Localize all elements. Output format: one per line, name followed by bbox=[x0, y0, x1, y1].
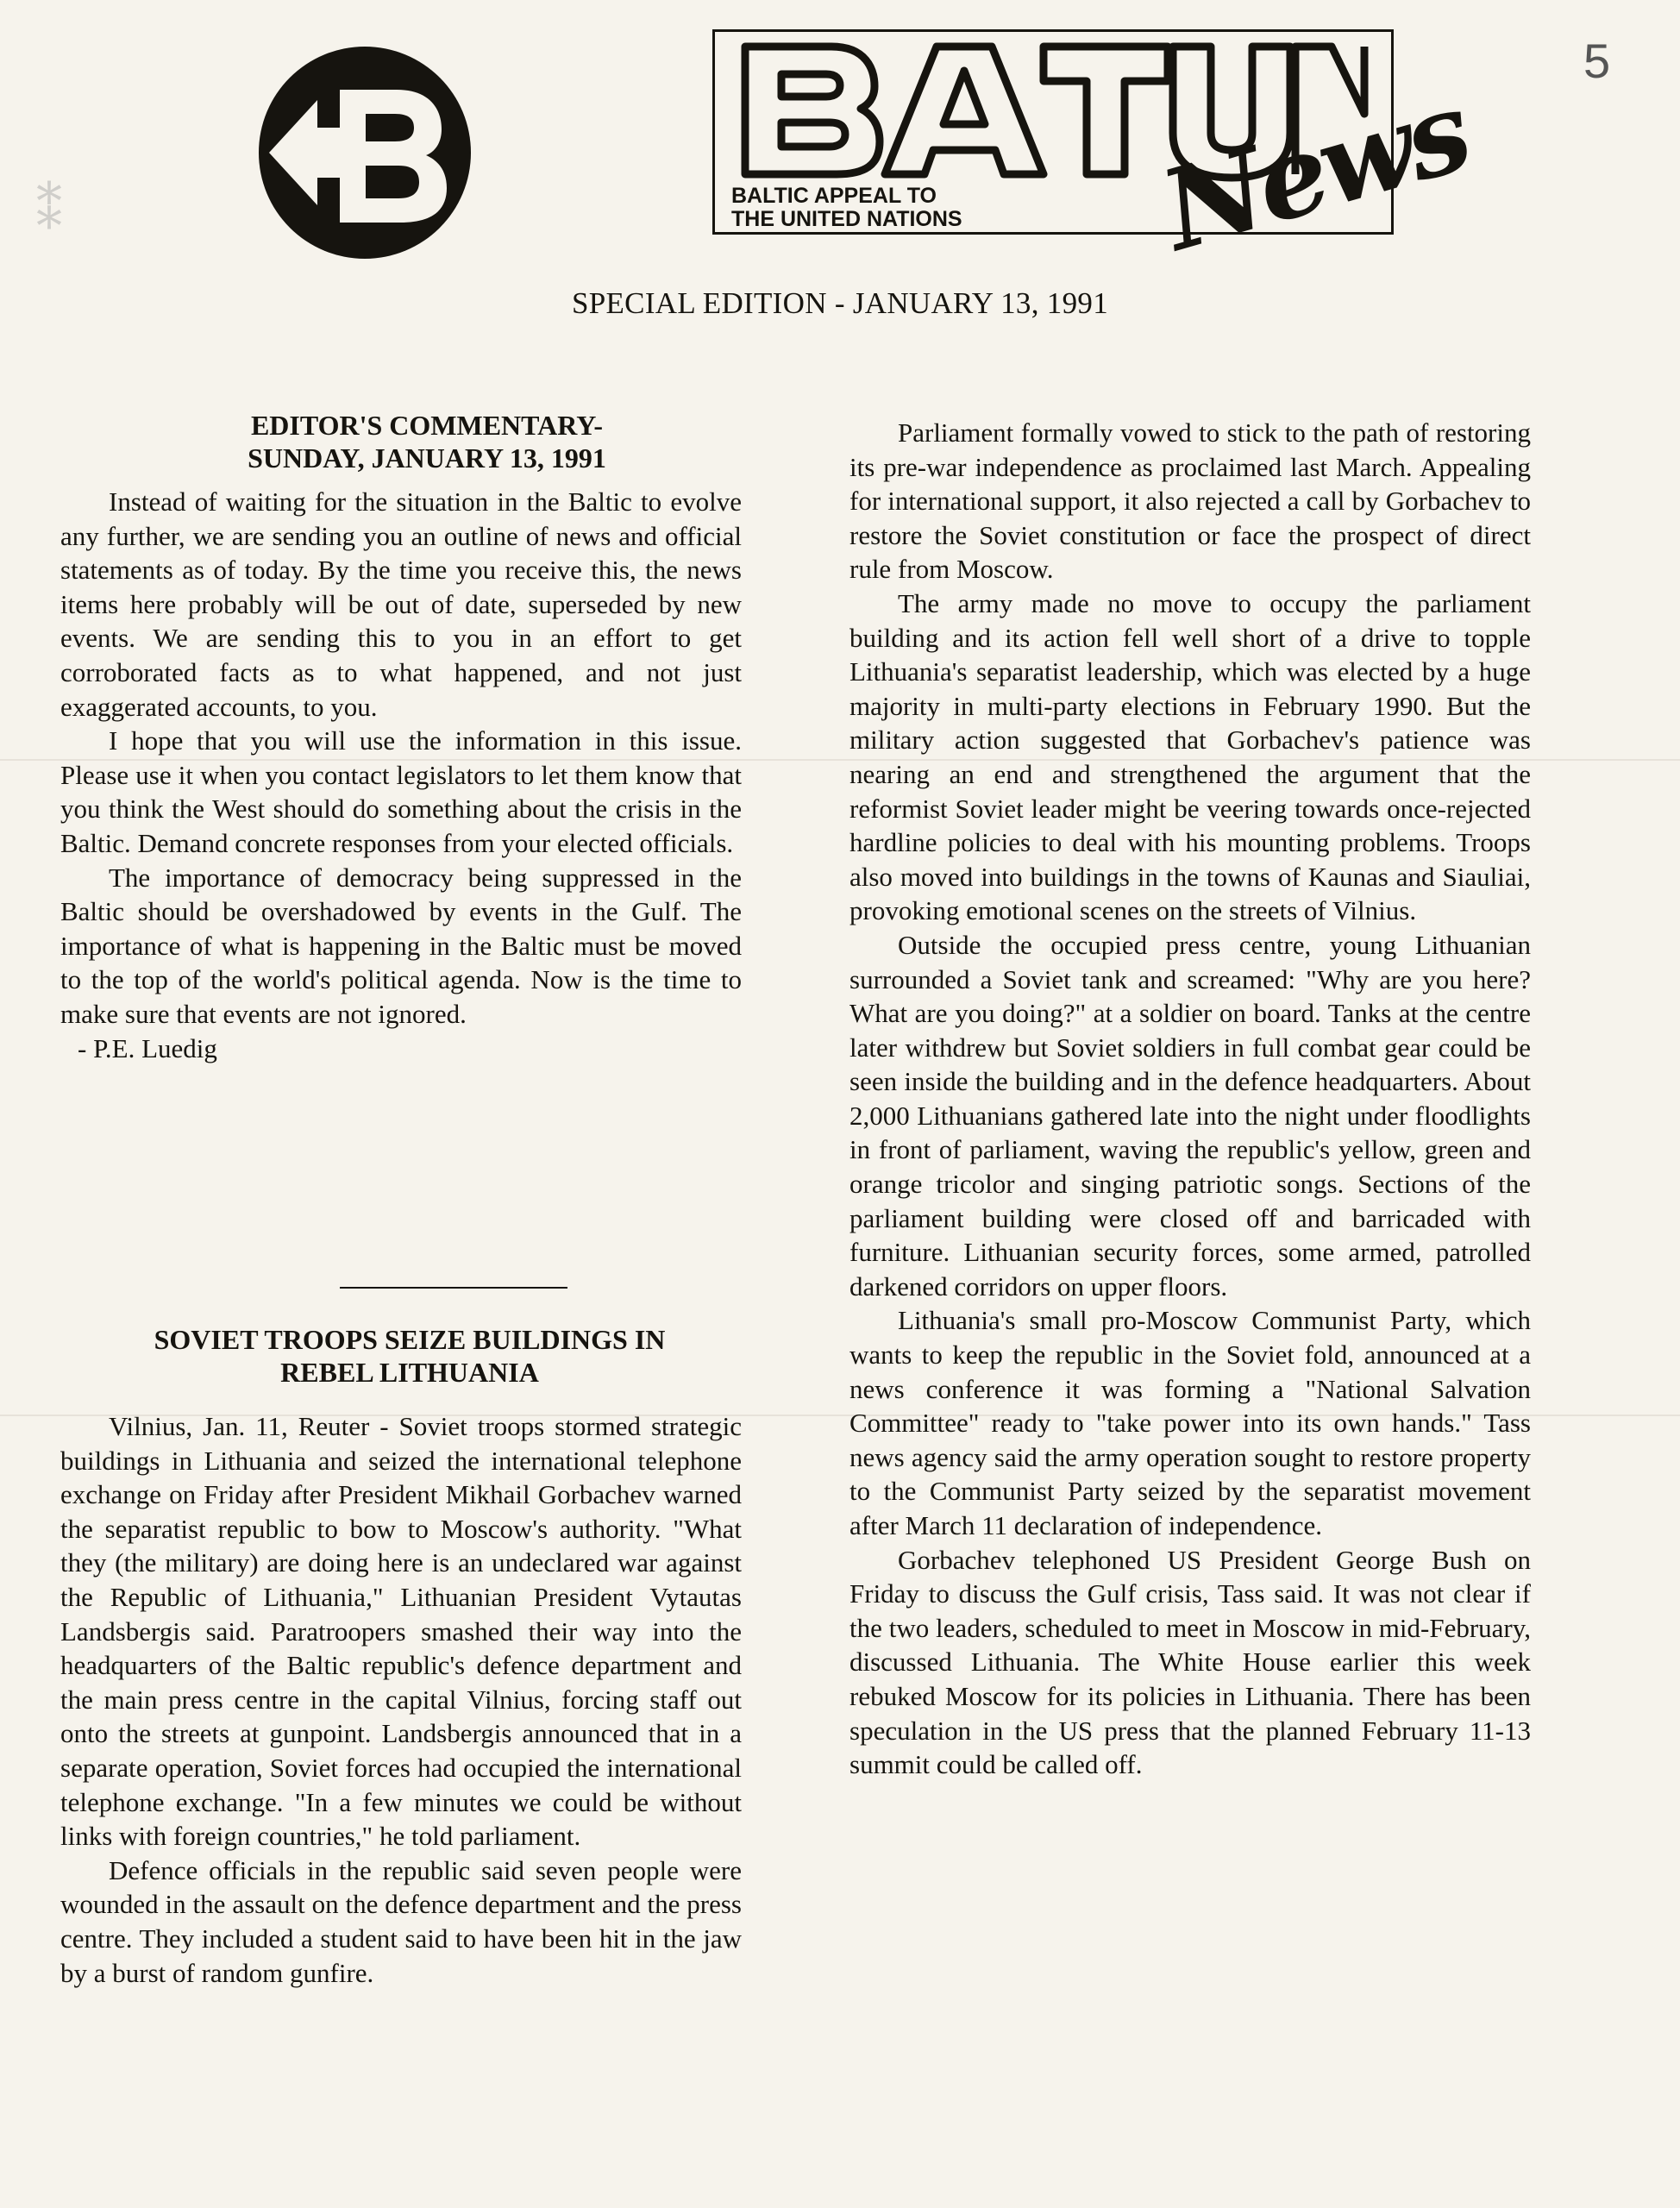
page-number: 5 bbox=[1583, 34, 1611, 88]
section-divider bbox=[340, 1287, 567, 1289]
commentary-title-line-1: EDITOR'S COMMENTARY- bbox=[250, 410, 604, 441]
article-paragraph: Parliament formally vowed to stick to the path of restoring its pre-war independence as proclaimed last March. Appealing for international support, it also rejected a call by Gorbachev to restore the Soviet constitution or face the prospect of direct rule from Moscow. bbox=[849, 417, 1531, 585]
commentary-paragraph: Instead of waiting for the situation in the Baltic to evolve any further, we are sending you an outline of news and official statements as of today. By the time you receive this, the news items here probably will be out of date, superseded by new events. We are sending this to you in an effort to get corroborated facts as to what happened, and not just exaggerated accounts, to you. bbox=[60, 486, 742, 722]
article-paragraph: Defence officials in the republic said seven people were wounded in the assault on the defence department and the press centre. They included a student said to have been hit in the jaw by a burst of random gunfire. bbox=[60, 1854, 742, 1988]
editor-commentary bbox=[60, 409, 742, 1065]
edition-line: SPECIAL EDITION - JANUARY 13, 1991 bbox=[571, 286, 1109, 320]
commentary-title bbox=[112, 409, 742, 474]
subtitle-line-1: BALTIC APPEAL TO bbox=[731, 184, 937, 208]
article-right-column bbox=[849, 416, 1531, 1782]
commentary-signature: - P.E. Luedig bbox=[78, 1032, 217, 1063]
article-paragraph: Lithuania's small pro-Moscow Communist Party, which wants to keep the republic in the Soviet fold, announced at a news conference it was forming a "National Salvation Committee" ready to "take power into its own hands." Tass news agency said the army operation sought to restore property to the Communist Party seized by the separatist movement after March 11 declaration of independence. bbox=[849, 1305, 1531, 1540]
article-title-line-2: REBEL LITHUANIA bbox=[280, 1357, 539, 1388]
batun-logo-icon bbox=[257, 45, 473, 260]
news-script-logo: News bbox=[1149, 66, 1481, 277]
commentary-paragraph: I hope that you will use the information in this issue. Please use it when you contact legislators to let them know that you think the West should do something about the crisis in the Baltic. Demand concrete responses from your elected officials. bbox=[60, 725, 742, 858]
staple-mark: ⁑ bbox=[36, 183, 62, 240]
commentary-paragraph: The importance of democracy being suppressed in the Baltic should be overshadowed by events in the Gulf. The importance of what is happening in the Baltic must be moved to the top of the world's political agenda. Now is the time to make sure that events are not ignored. bbox=[60, 862, 742, 1029]
article-paragraph: Vilnius, Jan. 11, Reuter - Soviet troops stormed strategic buildings in Lithuania and seized the international telephone exchange on Friday after President Mikhail Gorbachev warned the separatist republic to bow to Moscow's authority. "What they (the military) are doing here is an undeclared war against the Republic of Lithuania," Lithuanian President Vytautas Landsbergis said. Paratroopers smashed their way into the headquarters of the Baltic republic's defence department and the main press centre in the capital Vilnius, forcing staff out onto the streets at gunpoint. Landsbergis announced that in a separate operation, Soviet forces had occupied the international telephone exchange. "In a few minutes we could be without links with foreign countries," he told parliament. bbox=[60, 1411, 742, 1852]
masthead-subtitle bbox=[731, 185, 962, 231]
subtitle-line-2: THE UNITED NATIONS bbox=[731, 207, 962, 231]
article-paragraph: The army made no move to occupy the parliament building and its action fell well short of a drive to topple Lithuania's separatist leadership, which was elected by a huge majority in multi-party elections in February 1990. But the military action suggested that Gorbachev's patience was nearing an end and strengthened the argument that the reformist Soviet leader might be veering towards once-rejected hardline policies to deal with his mounting problems. Troops also moved into buildings in the towns of Kaunas and Siauliai, provoking emotional scenes on the streets of Vilnius. bbox=[849, 587, 1531, 926]
article-title-line-1: SOVIET TROOPS SEIZE BUILDINGS IN bbox=[154, 1324, 666, 1355]
article-paragraph: Gorbachev telephoned US President George Bush on Friday to discuss the Gulf crisis, Tass said. It was not clear if the two leaders, scheduled to meet in Moscow in mid-February, discussed Lithuania. The White House earlier this week rebuked Moscow for its policies in Lithuania. There has been speculation in the US press that the planned February 11-13 summit could be called off. bbox=[849, 1544, 1531, 1780]
article-title bbox=[78, 1323, 742, 1389]
masthead bbox=[712, 29, 1481, 277]
article-paragraph: Outside the occupied press centre, young Lithuanian surrounded a Soviet tank and screamed: "Why are you here? What are you doing?" at a soldier on board. Tanks at the centre later withdrew but Soviet soldiers in full combat gear could be seen inside the building and in the defence headquarters. About 2,000 Lithuanians gathered late into the night under floodlights in front of parliament, waving the republic's yellow, green and orange tricolor and singing patriotic songs. Sections of the parliament building were closed off and barricaded with furniture. Lithuanian security forces, some armed, patrolled darkened corridors on upper floors. bbox=[849, 929, 1531, 1302]
article-left-column bbox=[60, 1323, 742, 1990]
commentary-title-line-2: SUNDAY, JANUARY 13, 1991 bbox=[248, 442, 606, 474]
